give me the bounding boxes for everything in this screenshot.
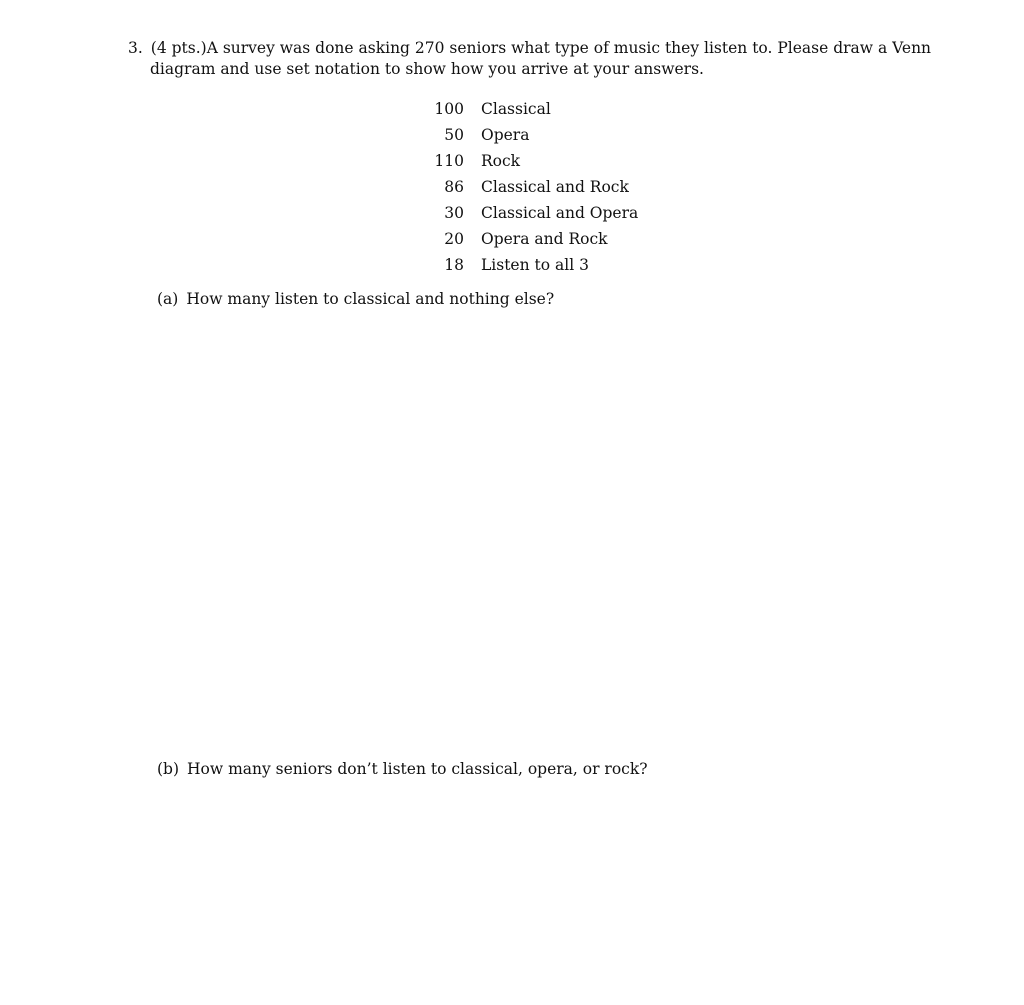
count-cell: 20 bbox=[444, 230, 464, 248]
part-b-text: How many seniors don’t listen to classical, opera, or rock? bbox=[187, 760, 648, 778]
table-row bbox=[430, 148, 638, 174]
problem-line-1 bbox=[128, 38, 932, 59]
problem-line-2 bbox=[128, 59, 928, 80]
category-cell: Classical and Rock bbox=[481, 178, 629, 196]
count-cell: 86 bbox=[444, 178, 464, 196]
part-a-question bbox=[157, 290, 554, 308]
category-cell: Listen to all 3 bbox=[481, 256, 589, 274]
category-cell: Classical and Opera bbox=[481, 204, 639, 222]
part-b-question bbox=[157, 760, 648, 778]
table-row bbox=[430, 96, 638, 122]
part-a-text: How many listen to classical and nothing else? bbox=[186, 290, 555, 308]
problem-statement bbox=[128, 38, 932, 80]
count-cell: 30 bbox=[444, 204, 464, 222]
count-cell: 100 bbox=[434, 100, 464, 118]
table-row bbox=[430, 252, 638, 278]
category-cell: Opera bbox=[481, 126, 530, 144]
category-cell: Classical bbox=[481, 100, 551, 118]
table-row bbox=[430, 174, 638, 200]
category-cell: Rock bbox=[481, 152, 521, 170]
table-row bbox=[430, 200, 638, 226]
count-cell: 110 bbox=[434, 152, 464, 170]
problem-number: 3. bbox=[128, 39, 143, 57]
category-cell: Opera and Rock bbox=[481, 230, 608, 248]
part-b-label: (b) bbox=[157, 760, 180, 778]
problem-text-line-2: diagram and use set notation to show how you arrive at your answers. bbox=[150, 60, 704, 78]
part-a-label: (a) bbox=[157, 290, 179, 308]
count-cell: 50 bbox=[444, 126, 464, 144]
count-cell: 18 bbox=[444, 256, 464, 274]
problem-text-line-1: (4 pts.)A survey was done asking 270 seniors what type of music they listen to. Please draw a Venn bbox=[150, 39, 932, 57]
survey-data-table bbox=[430, 96, 638, 278]
table-row bbox=[430, 226, 638, 252]
table-row bbox=[430, 122, 638, 148]
